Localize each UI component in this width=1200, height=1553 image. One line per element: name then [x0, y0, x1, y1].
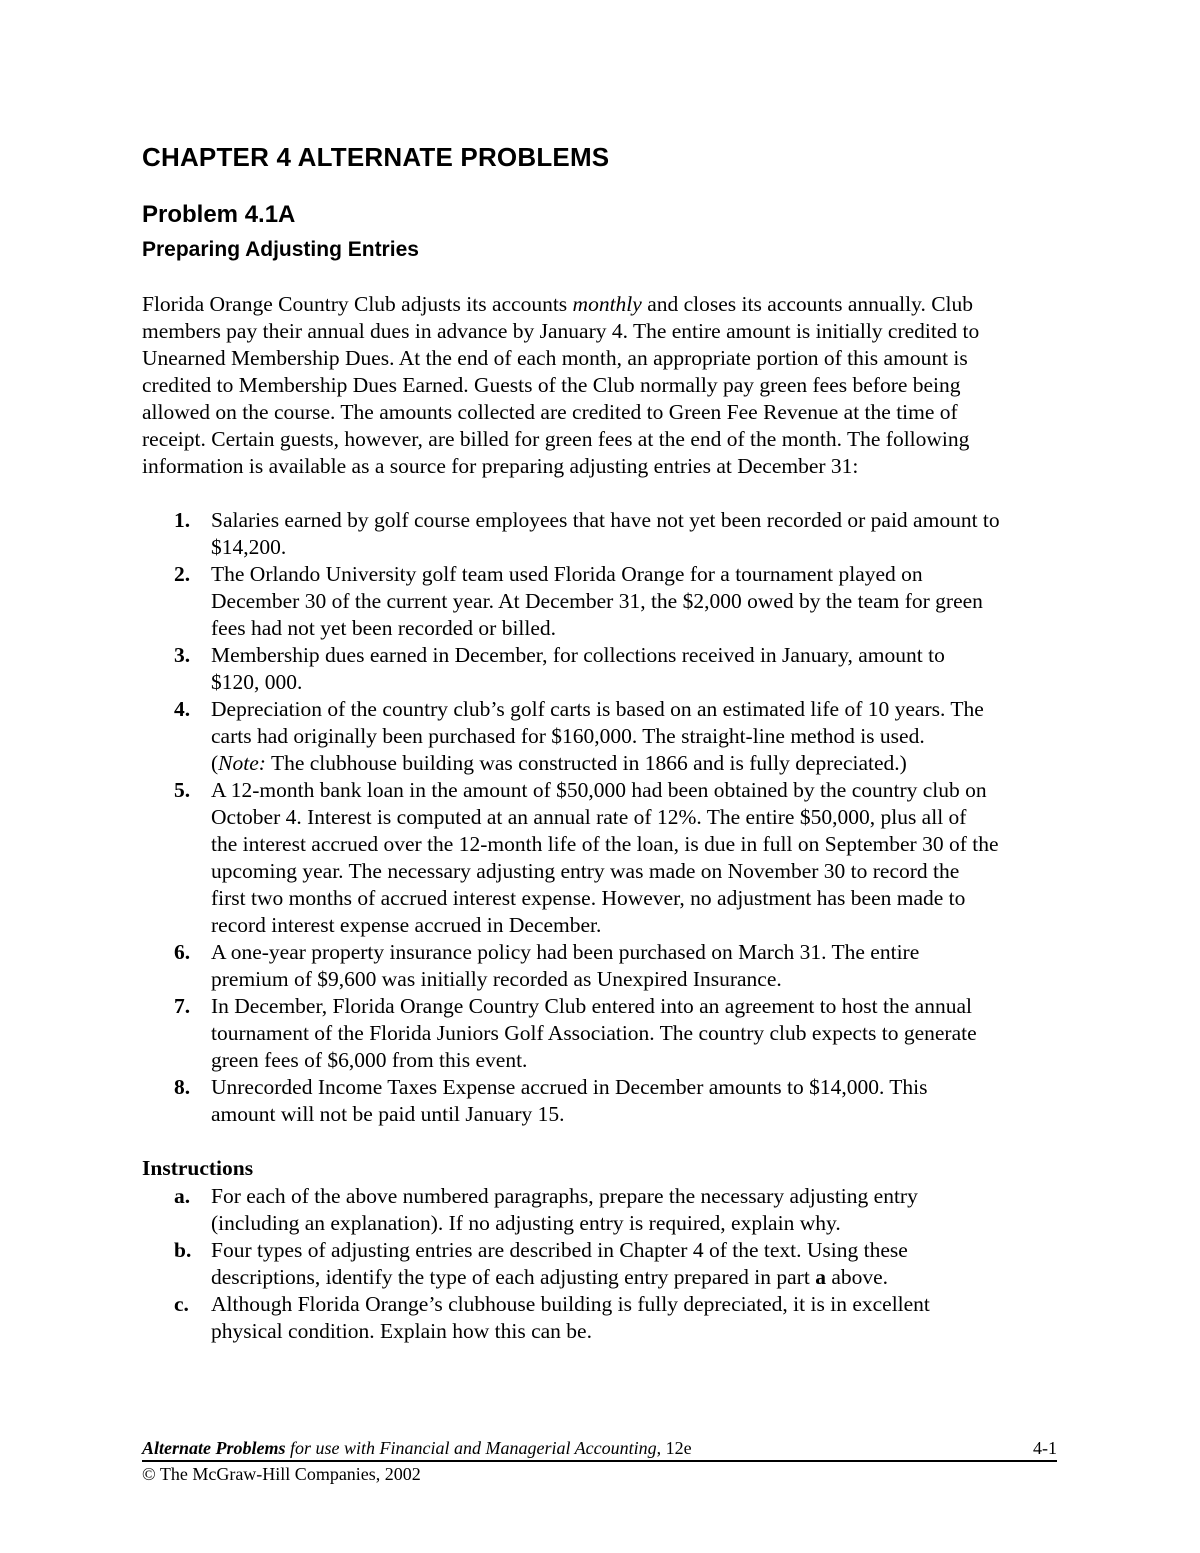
item-line: first two months of accrued interest expense. However, no adjustment has been made to: [211, 886, 966, 910]
problem-number: Problem 4.1A: [142, 201, 296, 228]
item-number: 1.: [174, 508, 191, 532]
item-number: 8.: [174, 1075, 191, 1099]
list-item: [142, 642, 1077, 696]
item-line: physical condition. Explain how this can be.: [211, 1319, 592, 1343]
instructions-heading: Instructions: [142, 1156, 254, 1180]
list-item: [142, 993, 1077, 1074]
page-number: 4-1: [1033, 1438, 1057, 1458]
item-line: tournament of the Florida Juniors Golf Association. The country club expects to generate: [211, 1021, 977, 1045]
list-item: [142, 777, 1077, 939]
item-line: Four types of adjusting entries are described in Chapter 4 of the text. Using these: [211, 1238, 908, 1262]
item-line: October 4. Interest is computed at an annual rate of 12%. The entire $50,000, plus all of: [211, 805, 967, 829]
item-line: the interest accrued over the 12-month life of the loan, is due in full on September 30 of the: [211, 832, 999, 856]
item-number: 6.: [174, 940, 191, 964]
item-number: 2.: [174, 562, 191, 586]
item-line: $120, 000.: [211, 670, 303, 694]
item-line: amount will not be paid until January 15.: [211, 1102, 565, 1126]
item-number: 7.: [174, 994, 191, 1018]
list-item: [142, 561, 1077, 642]
list-item: [142, 939, 1077, 993]
item-line: $14,200.: [211, 535, 287, 559]
list-item: [142, 1291, 1077, 1345]
intro-paragraph: [142, 291, 1067, 480]
item-line: December 30 of the current year. At December 31, the $2,000 owed by the team for green: [211, 589, 983, 613]
item-line: premium of $9,600 was initially recorded as Unexpired Insurance.: [211, 967, 782, 991]
item-letter: a.: [174, 1184, 191, 1208]
item-line: Unrecorded Income Taxes Expense accrued in December amounts to $14,000. This: [211, 1075, 928, 1099]
chapter-title: CHAPTER 4 ALTERNATE PROBLEMS: [142, 142, 610, 172]
intro-line: members pay their annual dues in advance by January 4. The entire amount is initially credited to: [142, 319, 980, 343]
item-line: Depreciation of the country club’s golf carts is based on an estimated life of 10 years. The: [211, 697, 984, 721]
list-item: [142, 1237, 1077, 1291]
page-footer: [142, 1437, 1057, 1459]
list-item: [142, 1074, 1077, 1128]
item-line: green fees of $6,000 from this event.: [211, 1048, 528, 1072]
intro-line: Unearned Membership Dues. At the end of each month, an appropriate portion of this amount is: [142, 346, 968, 370]
intro-line: allowed on the course. The amounts collected are credited to Green Fee Revenue at the time of: [142, 400, 958, 424]
item-line: Salaries earned by golf course employees that have not yet been recorded or paid amount to: [211, 508, 1000, 532]
adjustment-items-list: [142, 507, 1077, 1128]
instructions-list: [142, 1183, 1077, 1345]
item-line: A one-year property insurance policy had been purchased on March 31. The entire: [211, 940, 920, 964]
item-line: record interest expense accrued in December.: [211, 913, 602, 937]
intro-line: credited to Membership Dues Earned. Guests of the Club normally pay green fees before being: [142, 373, 961, 397]
item-number: 3.: [174, 643, 191, 667]
item-number: 5.: [174, 778, 191, 802]
item-line: upcoming year. The necessary adjusting entry was made on November 30 to record the: [211, 859, 960, 883]
problem-subtitle: Preparing Adjusting Entries: [142, 238, 419, 261]
item-line: (including an explanation). If no adjusting entry is required, explain why.: [211, 1211, 841, 1235]
footer-divider: [142, 1460, 1057, 1462]
item-line: For each of the above numbered paragraphs, prepare the necessary adjusting entry: [211, 1184, 918, 1208]
copyright-notice: © The McGraw-Hill Companies, 2002: [142, 1464, 421, 1484]
item-line: A 12-month bank loan in the amount of $50,000 had been obtained by the country club on: [211, 778, 987, 802]
item-letter: b.: [174, 1238, 192, 1262]
list-item: [142, 507, 1077, 561]
list-item: [142, 1183, 1077, 1237]
item-line: carts had originally been purchased for $160,000. The straight-line method is used.: [211, 724, 925, 748]
item-line: descriptions, identify the type of each adjusting entry prepared in part a above.: [211, 1265, 889, 1289]
item-line: In December, Florida Orange Country Club entered into an agreement to host the annual: [211, 994, 972, 1018]
intro-line: Florida Orange Country Club adjusts its accounts monthly and closes its accounts annually. Club: [142, 292, 974, 316]
list-item: [142, 696, 1077, 777]
item-line: The Orlando University golf team used Florida Orange for a tournament played on: [211, 562, 923, 586]
item-letter: c.: [174, 1292, 189, 1316]
item-line: fees had not yet been recorded or billed.: [211, 616, 557, 640]
intro-line: receipt. Certain guests, however, are billed for green fees at the end of the month. The following: [142, 427, 970, 451]
note-label: Note:: [218, 751, 266, 775]
intro-line: information is available as a source for preparing adjusting entries at December 31:: [142, 454, 859, 478]
item-note-line: (Note: The clubhouse building was constructed in 1866 and is fully depreciated.): [211, 751, 907, 775]
footer-source: Alternate Problems for use with Financial and Managerial Accounting, 12e: [142, 1438, 692, 1458]
item-line: Although Florida Orange’s clubhouse building is fully depreciated, it is in excellent: [211, 1292, 930, 1316]
item-line: Membership dues earned in December, for collections received in January, amount to: [211, 643, 945, 667]
item-number: 4.: [174, 697, 191, 721]
